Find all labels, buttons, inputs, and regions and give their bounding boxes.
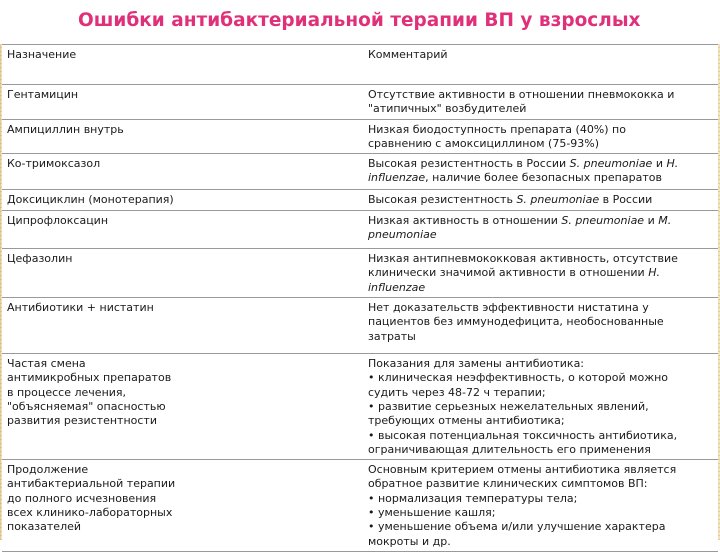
table-row — [2, 249, 718, 298]
comment-line — [368, 228, 713, 242]
prescription-text: Антибиотики + нистатин — [7, 301, 154, 315]
comment-text: Показания для замены антибиотика: — [368, 357, 585, 371]
comment-line — [368, 102, 713, 116]
comment-line — [368, 443, 713, 457]
prescription-text: в процессе лечения, — [7, 385, 127, 399]
comment-line — [368, 315, 713, 329]
comment-line — [368, 281, 713, 295]
therapy-errors-table — [2, 44, 718, 552]
comment-text: в России — [599, 193, 653, 207]
comment-cell — [363, 460, 718, 552]
comment-line — [368, 266, 713, 280]
organism-name: S. pneumoniae — [569, 157, 653, 171]
prescription-text: Ко-тримоксазол — [7, 157, 101, 171]
table-row — [2, 154, 718, 190]
organism-name: pneumoniae — [368, 228, 437, 242]
comment-line — [368, 414, 713, 428]
organism-name: H. — [648, 266, 660, 280]
comment-line — [368, 506, 713, 520]
table-row — [2, 85, 718, 120]
prescription-text: Доксициклин (монотерапия) — [7, 193, 174, 207]
prescription-text: Гентамицин — [7, 88, 79, 101]
comment-cell — [363, 298, 718, 354]
prescription-text: развития резистентности — [7, 414, 157, 428]
comment-line — [368, 357, 713, 371]
comment-text: Нет доказательств эффективности нистатина у — [368, 301, 649, 315]
comment-text: • уменьшение кашля; — [368, 506, 496, 520]
comment-text: судить через 48-72 ч терапии; — [368, 385, 546, 399]
prescription-cell — [2, 354, 363, 460]
comment-line — [368, 301, 713, 315]
comment-text: ограничивающая длительность его применения — [368, 442, 651, 456]
page-title: Ошибки антибактериальной терапии ВП у взрослых — [78, 10, 641, 31]
prescription-text: антибактериальной терапии — [7, 477, 176, 491]
comment-line — [368, 520, 713, 534]
table-body — [2, 45, 718, 552]
prescription-text: Цефазолин — [7, 252, 73, 266]
comment-text: сравнению с амоксициллином (75-93%) — [368, 136, 600, 150]
comment-text: Низкая активность в отношении — [368, 214, 562, 228]
comment-cell — [363, 190, 718, 211]
header-prescription: Назначение — [7, 48, 77, 61]
comment-text: мокроты и др. — [368, 534, 451, 548]
comment-cell — [363, 211, 718, 249]
prescription-cell — [2, 190, 363, 211]
comment-text: Основным критерием отмены антибиотика является — [368, 463, 677, 477]
prescription-text: показателей — [7, 520, 82, 534]
comment-line — [368, 330, 713, 344]
prescription-cell — [2, 460, 363, 552]
comment-cell — [363, 249, 718, 298]
prescription-cell — [2, 85, 363, 120]
organism-name: M. — [658, 214, 672, 228]
prescription-text: Ампициллин внутрь — [7, 122, 124, 136]
prescription-text: Ципрофлоксацин — [7, 214, 109, 228]
comment-line — [368, 123, 713, 137]
header-cell-comment — [363, 45, 718, 85]
comment-text: затраты — [368, 329, 416, 343]
comment-line — [368, 463, 713, 477]
comment-text: • уменьшение объема и/или улучшение характера — [368, 520, 666, 534]
comment-text: Отсутствие активности в отношении пневмококка и — [368, 88, 675, 101]
comment-text: • клиническая неэффективность, о которой можно — [368, 371, 669, 385]
comment-cell — [363, 354, 718, 460]
comment-text: и — [644, 214, 659, 228]
comment-text: Высокая резистентность — [368, 193, 517, 207]
organism-name: influenzae — [368, 171, 426, 185]
comment-line — [368, 137, 713, 151]
comment-line — [368, 214, 713, 228]
comment-text: клинически значимой активности в отношении — [368, 266, 649, 280]
comment-line — [368, 371, 713, 385]
organism-name: S. pneumoniae — [516, 193, 600, 207]
comment-line — [368, 252, 713, 266]
comment-line — [368, 386, 713, 400]
comment-text: пациентов без иммунодефицита, необоснованные — [368, 315, 664, 329]
prescription-cell — [2, 249, 363, 298]
comment-text: Высокая резистентность в России — [368, 157, 570, 171]
comment-text: • высокая потенциальная токсичность антибиотика, — [368, 428, 678, 442]
table-row — [2, 190, 718, 211]
prescription-cell — [2, 154, 363, 190]
header-comment: Комментарий — [368, 48, 448, 61]
prescription-text: всех клинико-лабораторных — [7, 506, 173, 520]
prescription-cell — [2, 298, 363, 354]
prescription-text: Продолжение — [7, 463, 89, 477]
comment-text: • нормализация температуры тела; — [368, 491, 578, 505]
comment-line — [368, 492, 713, 506]
comment-text: • развитие серьезных нежелательных явлений, — [368, 399, 649, 413]
comment-line — [368, 88, 713, 102]
table-row — [2, 298, 718, 354]
prescription-cell — [2, 119, 363, 154]
comment-text: обратное развитие клинических симптомов ВП: — [368, 477, 648, 491]
comment-cell — [363, 85, 718, 120]
comment-line — [368, 400, 713, 414]
title-band — [0, 0, 720, 44]
comment-line — [368, 477, 713, 491]
prescription-text: Частая смена — [7, 357, 86, 371]
comment-text: Низкая антипневмококковая активность, отсутствие — [368, 252, 678, 266]
comment-text: требующих отмены антибиотика; — [368, 414, 565, 428]
prescription-text: антимикробных препаратов — [7, 371, 172, 385]
header-cell-prescription — [2, 45, 363, 85]
comment-text: "атипичных" возбудителей — [368, 102, 527, 116]
table-row — [2, 354, 718, 460]
comment-text: Низкая биодоступность препарата (40%) по — [368, 122, 626, 136]
comment-text: , наличие более безопасных препаратов — [425, 171, 662, 185]
table-row — [2, 119, 718, 154]
comment-line — [368, 429, 713, 443]
organism-name: influenzae — [368, 280, 426, 294]
comment-line — [368, 535, 713, 549]
prescription-text: "объясняемая" опасностью — [7, 399, 166, 413]
organism-name: H. — [666, 157, 679, 171]
prescription-text: до полного исчезновения — [7, 491, 157, 505]
organism-name: S. pneumoniae — [561, 214, 645, 228]
comment-line — [368, 157, 713, 171]
table-row — [2, 460, 718, 552]
table-row — [2, 211, 718, 249]
comment-line — [368, 193, 713, 207]
table-header-row — [2, 45, 718, 85]
prescription-cell — [2, 211, 363, 249]
comment-cell — [363, 119, 718, 154]
comment-cell — [363, 154, 718, 190]
comment-text: и — [652, 157, 667, 171]
comment-line — [368, 171, 713, 185]
